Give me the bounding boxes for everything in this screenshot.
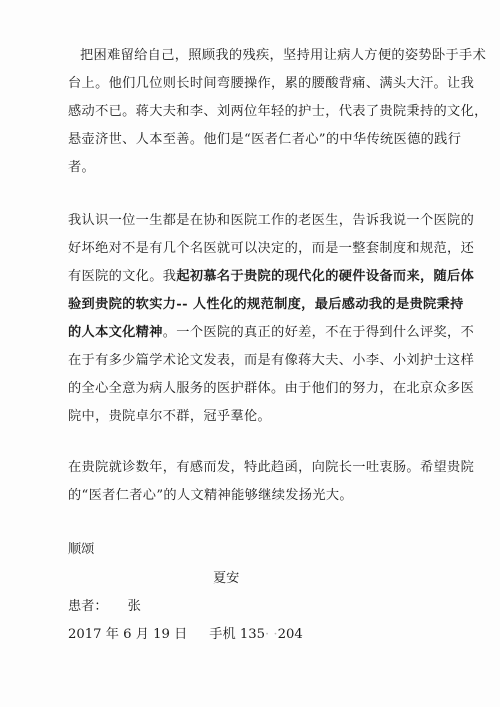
letter-date: 2017 年 6 月 19 日	[68, 627, 188, 642]
bold-text: 的人本文化精神	[68, 325, 163, 340]
bold-text: 验到贵院的软实力-- 人性化的规范制度，最后感动我的是贵院秉持	[68, 297, 464, 312]
text-span: 有医院的文化。我	[68, 269, 177, 284]
text-line	[68, 291, 474, 319]
paragraph-2	[68, 207, 474, 431]
text-line: 感动不已。蒋大夫和李、刘两位年轻的护士，代表了贵院秉持的文化，	[68, 104, 488, 119]
phone-label: 手机	[209, 627, 236, 642]
text-line	[68, 319, 474, 347]
text-line: 的全心全意为病人服务的医护群体。由于他们的努力，在北京众多医	[68, 381, 475, 396]
text-line: 悬壶济世、人本至善。他们是“医者仁者心”的中华传统医德的践行	[68, 132, 462, 147]
text-line: 在贵院就诊数年，有感而发，特此趋函，向院长一吐衷肠。希望贵院	[68, 460, 475, 475]
paragraph-1	[68, 42, 488, 182]
paragraph-3	[68, 454, 474, 510]
text-line: 院中，贵院卓尔不群，冠乎羣伦。	[68, 409, 272, 424]
patient-signature	[68, 595, 141, 614]
phone-redacted: · ·	[265, 627, 278, 642]
text-line	[68, 263, 474, 291]
text-span: 。一个医院的真正的好差，不在于得到什么评奖，不	[162, 325, 475, 340]
text-line: 的“医者仁者心”的人文精神能够继续发扬光大。	[68, 488, 353, 503]
patient-label: 患者：	[68, 599, 108, 614]
phone-number-end: 204	[277, 627, 303, 642]
text-line: 者。	[68, 160, 96, 175]
text-line: 我认识一位一生都是在协和医院工作的老医生，告诉我说一个医院的	[68, 213, 475, 228]
text-line: 台上。他们几位则长时间弯腰操作，累的腰酸背痛、满头大汗。让我	[68, 76, 475, 91]
text-line: 好坏绝对不是有几个名医就可以决定的，而是一整套制度和规范，还	[68, 241, 475, 256]
closing-salutation: 夏安	[213, 571, 240, 586]
phone-number-start: 135	[239, 627, 266, 642]
text-line: 把困难留给自己，照顾我的残疾，坚持用让病人方便的姿势卧于手术	[80, 48, 487, 63]
patient-name: 张	[127, 599, 141, 614]
date-phone-line	[68, 623, 303, 642]
closing-regards: 顺颂	[68, 542, 95, 557]
text-line: 在于有多少篇学术论文发表，而是有像蒋大夫、小李、小刘护士这样	[68, 353, 475, 368]
bold-text: 起初慕名于贵院的现代化的硬件设备而来，随后体	[176, 269, 475, 284]
